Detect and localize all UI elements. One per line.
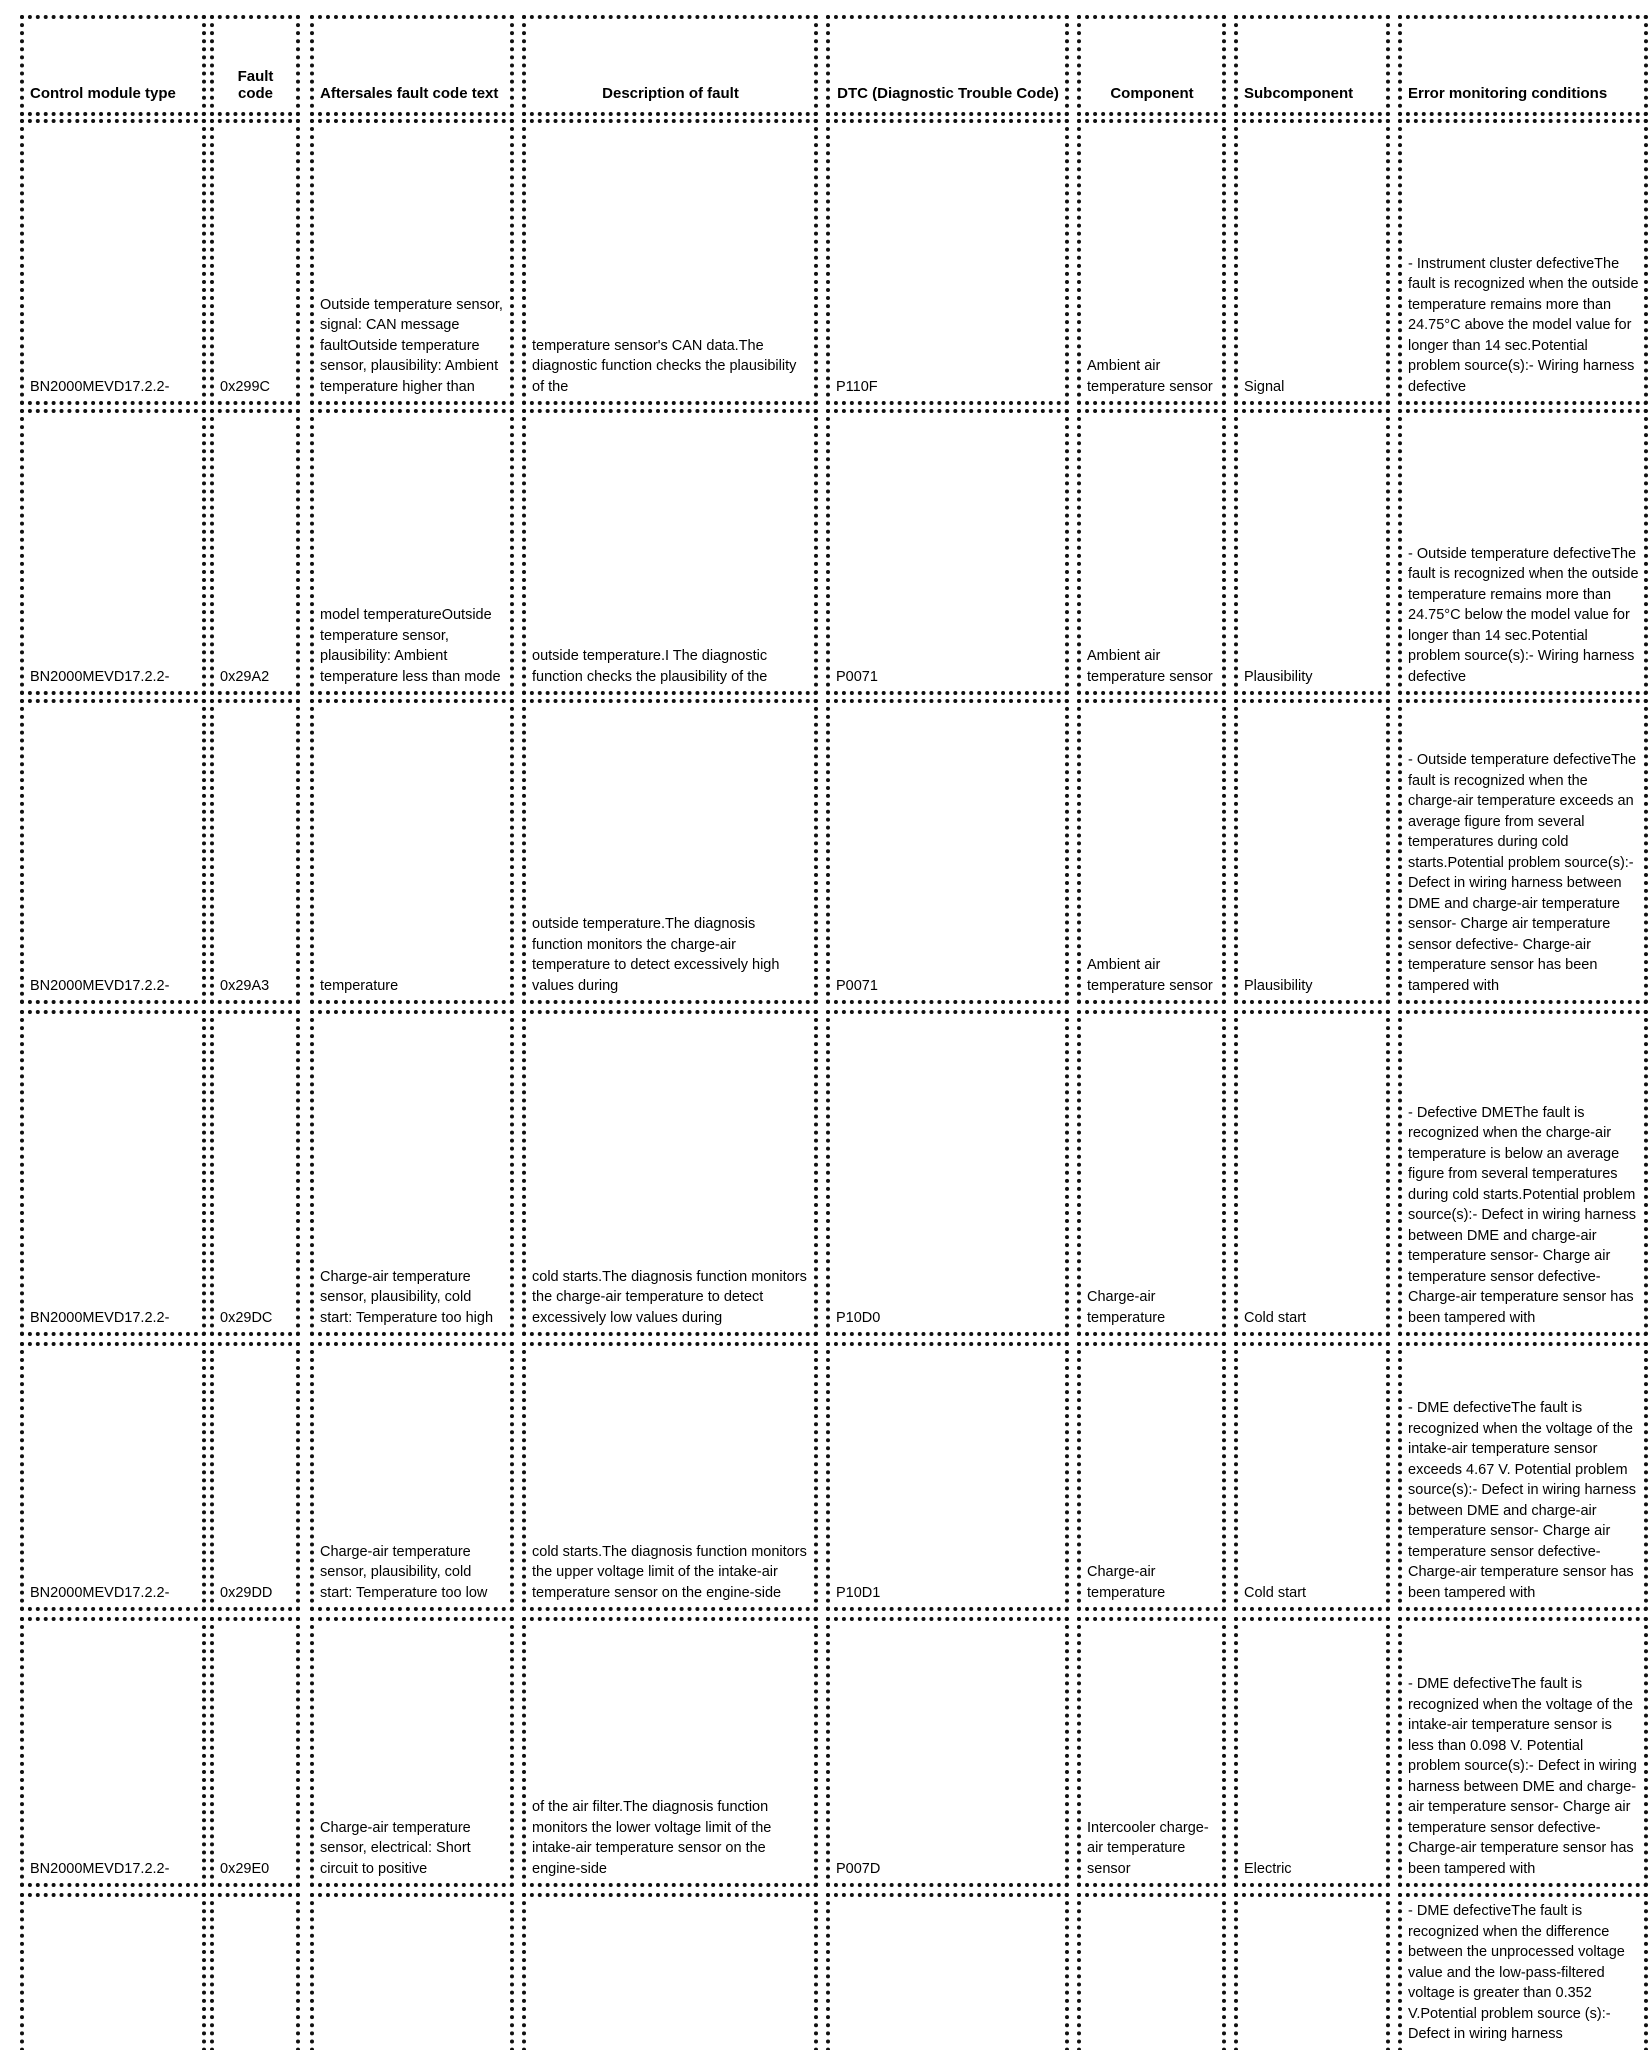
cell-fault-description-text: of the air filter.The diagnosis function monitors the lower voltage limit of the intake-air temperature sensor on the engine-side — [532, 1799, 772, 1877]
header-fault-description-text: Description of fault — [602, 85, 739, 102]
cell-dtc-code — [826, 409, 1069, 695]
cell-fault-description — [522, 119, 818, 405]
header-dtc-code — [826, 15, 1069, 116]
cell-dtc-code — [826, 1617, 1069, 1887]
cell-aftersales-text-text: Charge-air temperature sensor, plausibility, cold start: Temperature too high — [320, 1268, 494, 1326]
cell-error-monitoring-conditions-text: - DME defectiveThe fault is recognized when the voltage of the intake-air temperature sensor is less than 0.098 V. Potential problem source(s):- Defect in wiring harness between DME and charge-air temperature sensor- Charge air temperature sensor defective- Charge-air temperature sensor has been tampered with — [1408, 1676, 1637, 1877]
cell-dtc-code — [826, 1342, 1069, 1611]
cell-error-monitoring-conditions-text: - Defective DMEThe fault is recognized when the charge-air temperature is below an average figure from several temperatures during cold starts.Potential problem source(s):- Defect in wiring harness between DME and charge-air temperature sensor- Charge air temperature sensor defective-Charge-air temperature sensor has been tampered with — [1408, 1104, 1637, 1326]
cell-component-text: Ambient air temperature sensor — [1087, 358, 1213, 395]
header-fault-code — [210, 15, 300, 116]
cell-fault-code — [210, 1893, 300, 2050]
header-fault-description — [522, 15, 818, 116]
cell-fault-description-text: cold starts.The diagnosis function monitors the charge-air temperature to detect excessively low values during — [532, 1268, 807, 1326]
header-error-monitoring-conditions — [1398, 15, 1648, 116]
cell-subcomponent — [1234, 699, 1390, 1004]
header-control-module-type — [20, 15, 206, 116]
cell-aftersales-text-text: Outside temperature sensor, signal: CAN message faultOutside temperature sensor, plausibility: Ambient temperature higher than — [320, 296, 503, 395]
cell-dtc-code-text: P10D1 — [836, 1584, 881, 1601]
cell-component — [1077, 1342, 1226, 1611]
cell-error-monitoring-conditions — [1398, 409, 1648, 695]
cell-control-module-type — [20, 119, 206, 405]
cell-fault-description-text: outside temperature.The diagnosis function monitors the charge-air temperature to detect excessively high values during — [532, 916, 780, 994]
header-subcomponent-text: Subcomponent — [1244, 85, 1354, 102]
cell-control-module-type — [20, 1893, 206, 2050]
cell-component — [1077, 1617, 1226, 1887]
cell-fault-code-text: 0x299C — [220, 378, 270, 395]
cell-aftersales-text — [310, 1342, 514, 1611]
cell-aftersales-text — [310, 1617, 514, 1887]
cell-control-module-type — [20, 1617, 206, 1887]
header-dtc-code-text: DTC (Diagnostic Trouble Code) — [837, 85, 1059, 102]
cell-component — [1077, 1893, 1226, 2050]
header-aftersales-text — [310, 15, 514, 116]
cell-aftersales-text — [310, 1010, 514, 1336]
cell-component-text: Ambient air temperature sensor — [1087, 957, 1213, 994]
cell-fault-code-text: 0x29A2 — [220, 668, 270, 685]
cell-subcomponent — [1234, 1893, 1390, 2050]
header-error-monitoring-conditions-text: Error monitoring conditions — [1408, 85, 1608, 102]
header-aftersales-text-text: Aftersales fault code text — [320, 85, 499, 102]
cell-component-text: Ambient air temperature sensor — [1087, 648, 1213, 685]
cell-aftersales-text-text: Charge-air temperature sensor, plausibility, cold start: Temperature too low — [320, 1543, 488, 1601]
cell-control-module-type-text: BN2000MEVD17.2.2- — [30, 1860, 170, 1877]
cell-component — [1077, 119, 1226, 405]
header-subcomponent — [1234, 15, 1390, 116]
header-fault-code-text: Fault code — [237, 68, 274, 102]
cell-component-text: Charge-air temperature — [1087, 1564, 1166, 1601]
cell-aftersales-text-text: model temperatureOutside temperature sensor, plausibility: Ambient temperature less than mode — [320, 607, 501, 685]
cell-dtc-code-text: P0071 — [836, 977, 878, 994]
cell-subcomponent — [1234, 119, 1390, 405]
cell-fault-description — [522, 1010, 818, 1336]
cell-component-text: Intercooler charge-air temperature sensor — [1087, 1819, 1209, 1877]
cell-subcomponent-text: Cold start — [1244, 1309, 1307, 1326]
cell-control-module-type-text: BN2000MEVD17.2.2- — [30, 1309, 170, 1326]
cell-subcomponent — [1234, 1342, 1390, 1611]
cell-error-monitoring-conditions — [1398, 1010, 1648, 1336]
cell-fault-description-text: cold starts.The diagnosis function monitors the upper voltage limit of the intake-air temperature sensor on the engine-side — [532, 1543, 807, 1601]
cell-subcomponent — [1234, 1010, 1390, 1336]
cell-error-monitoring-conditions-text: - Instrument cluster defectiveThe fault is recognized when the outside temperature remains more than 24.75°C above the model value for longer than 14 sec.Potential problem source(s):- Wiring harness defective — [1408, 255, 1639, 395]
cell-aftersales-text — [310, 699, 514, 1004]
cell-component — [1077, 409, 1226, 695]
cell-dtc-code — [826, 1893, 1069, 2050]
cell-fault-code-text: 0x29DD — [220, 1584, 273, 1601]
cell-fault-code-text: 0x29DC — [220, 1309, 273, 1326]
cell-fault-code — [210, 1342, 300, 1611]
cell-fault-code — [210, 119, 300, 405]
cell-control-module-type-text: BN2000MEVD17.2.2- — [30, 1584, 170, 1601]
cell-error-monitoring-conditions — [1398, 119, 1648, 405]
cell-component — [1077, 1010, 1226, 1336]
cell-dtc-code — [826, 119, 1069, 405]
header-component-text: Component — [1110, 85, 1194, 102]
cell-dtc-code — [826, 1010, 1069, 1336]
cell-dtc-code-text: P110F — [836, 378, 878, 395]
cell-aftersales-text — [310, 1893, 514, 2050]
cell-fault-code — [210, 1010, 300, 1336]
cell-subcomponent-text: Plausibility — [1244, 977, 1313, 994]
cell-component — [1077, 699, 1226, 1004]
header-component — [1077, 15, 1226, 116]
cell-error-monitoring-conditions — [1398, 1893, 1648, 2050]
cell-subcomponent-text: Electric — [1244, 1860, 1292, 1877]
cell-fault-description — [522, 699, 818, 1004]
cell-aftersales-text-text: temperature — [320, 977, 399, 994]
cell-aftersales-text — [310, 409, 514, 695]
header-control-module-type-text: Control module type — [30, 85, 176, 102]
cell-fault-description — [522, 1617, 818, 1887]
cell-fault-code — [210, 699, 300, 1004]
cell-error-monitoring-conditions-text: - Outside temperature defectiveThe fault is recognized when the charge-air temperature exceeds an average figure from several temperatures during cold starts.Potential problem source(s):- Defect in wiring harness between DME and charge-air temperature sensor- Charge air temperature sensor defective- Charge-air temperature sensor has been tampered with — [1408, 752, 1637, 994]
cell-subcomponent — [1234, 409, 1390, 695]
cell-control-module-type-text: BN2000MEVD17.2.2- — [30, 668, 170, 685]
cell-error-monitoring-conditions — [1398, 699, 1648, 1004]
cell-fault-code-text: 0x29E0 — [220, 1860, 270, 1877]
cell-fault-description — [522, 1893, 818, 2050]
cell-fault-code — [210, 409, 300, 695]
cell-aftersales-text-text: Charge-air temperature sensor, electrical: Short circuit to positive — [320, 1819, 471, 1877]
cell-error-monitoring-conditions — [1398, 1342, 1648, 1611]
cell-subcomponent-text: Plausibility — [1244, 668, 1313, 685]
cell-control-module-type — [20, 1342, 206, 1611]
cell-error-monitoring-conditions-text: - DME defectiveThe fault is recognized when the difference between the unprocessed voltage value and the low-pass-filtered voltage is greater than 0.352 V.Potential problem source (s):- Defect in wiring harness — [1408, 1903, 1625, 2042]
cell-fault-description — [522, 1342, 818, 1611]
cell-component-text: Charge-air temperature — [1087, 1289, 1166, 1326]
cell-subcomponent — [1234, 1617, 1390, 1887]
cell-fault-code-text: 0x29A3 — [220, 977, 270, 994]
cell-dtc-code-text: P007D — [836, 1860, 881, 1877]
cell-dtc-code — [826, 699, 1069, 1004]
cell-error-monitoring-conditions-text: - DME defectiveThe fault is recognized when the voltage of the intake-air temperature sensor exceeds 4.67 V. Potential problem source(s):- Defect in wiring harness between DME and charge-air temperature sensor- Charge air temperature sensor defective- Charge-air temperature sensor has been tampered with — [1408, 1400, 1637, 1601]
cell-control-module-type — [20, 409, 206, 695]
cell-control-module-type — [20, 1010, 206, 1336]
cell-control-module-type-text: BN2000MEVD17.2.2- — [30, 977, 170, 994]
cell-dtc-code-text: P0071 — [836, 668, 878, 685]
cell-subcomponent-text: Signal — [1244, 378, 1285, 395]
cell-fault-description-text: temperature sensor's CAN data.The diagnostic function checks the plausibility of the — [532, 337, 797, 395]
cell-fault-description — [522, 409, 818, 695]
cell-fault-description-text: outside temperature.I The diagnostic function checks the plausibility of the — [532, 648, 768, 685]
cell-fault-code — [210, 1617, 300, 1887]
cell-dtc-code-text: P10D0 — [836, 1309, 881, 1326]
cell-error-monitoring-conditions — [1398, 1617, 1648, 1887]
cell-aftersales-text — [310, 119, 514, 405]
cell-control-module-type — [20, 699, 206, 1004]
cell-error-monitoring-conditions-text: - Outside temperature defectiveThe fault is recognized when the outside temperature remains more than 24.75°C below the model value for longer than 14 sec.Potential problem source(s):- Wiring harness defective — [1408, 545, 1639, 685]
cell-control-module-type-text: BN2000MEVD17.2.2- — [30, 378, 170, 395]
cell-subcomponent-text: Cold start — [1244, 1584, 1307, 1601]
